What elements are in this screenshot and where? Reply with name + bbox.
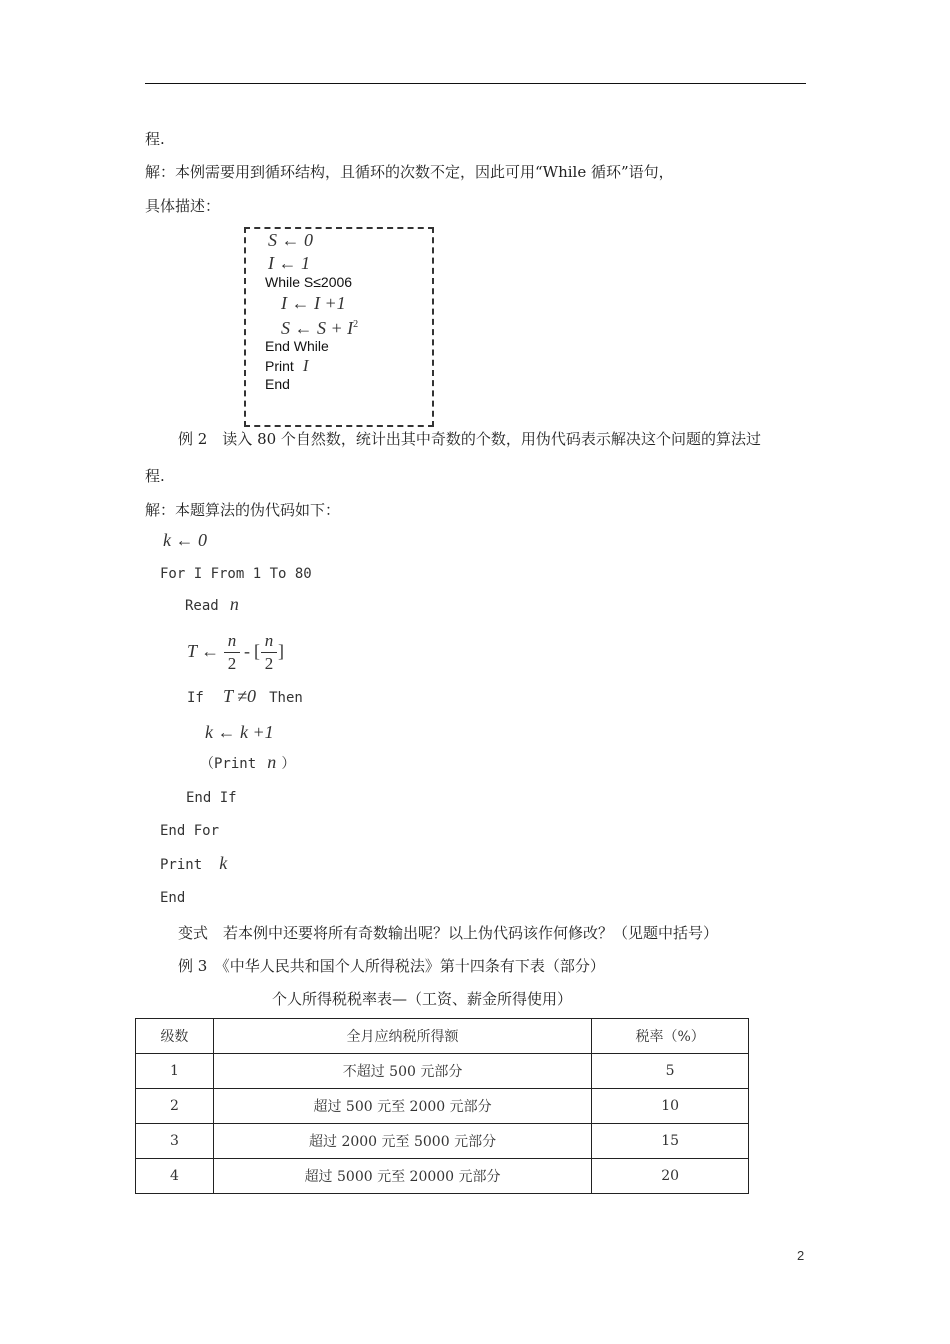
- example-heading: 例 2 读入 80 个自然数，统计出其中奇数的个数，用伪代码表示解决这个问题的算法过: [178, 430, 761, 448]
- table-header-row: [136, 1019, 749, 1054]
- table-cell: 5: [592, 1054, 749, 1089]
- keyword: Print: [265, 358, 294, 374]
- code-line: k ← 0: [163, 530, 207, 550]
- code-expression: T ←: [187, 641, 220, 661]
- header-rule: [145, 83, 806, 84]
- code-line: End If: [186, 790, 237, 806]
- code-line: I ← I +1: [281, 293, 346, 313]
- code-line: End For: [160, 823, 220, 839]
- code-line: End: [265, 376, 290, 392]
- code-line: S ← 0: [268, 230, 313, 250]
- paren: ）: [281, 756, 296, 772]
- operator: -: [244, 641, 250, 661]
- code-line: [187, 686, 303, 707]
- table-cell: 2: [136, 1089, 214, 1124]
- table-cell: 15: [592, 1124, 749, 1159]
- variant-text: 变式 若本例中还要将所有奇数输出呢？以上伪代码该作何修改？（见题中括号）: [178, 924, 719, 942]
- code-expression: S ← S + I: [281, 318, 354, 338]
- table-row: [136, 1159, 749, 1194]
- keyword: Then: [269, 690, 303, 706]
- table-cell: 3: [136, 1124, 214, 1159]
- code-line: [185, 594, 239, 615]
- denominator: 2: [227, 654, 237, 673]
- fraction: [261, 632, 277, 673]
- table-header-cell: 级数: [136, 1019, 214, 1054]
- code-line: I ← 1: [268, 253, 310, 273]
- table-row: [136, 1089, 749, 1124]
- page-number: 2: [797, 1248, 805, 1263]
- variable: n: [229, 594, 239, 614]
- numerator: n: [227, 631, 237, 650]
- table-cell: 20: [592, 1159, 749, 1194]
- code-line: While S≤2006: [265, 274, 353, 290]
- bracket: [: [254, 641, 260, 661]
- tax-rate-table: [135, 1018, 749, 1194]
- condition: T ≠0: [222, 686, 257, 706]
- table-cell: 不超过 500 元部分: [213, 1054, 591, 1089]
- table-caption: 个人所得税税率表—（工资、薪金所得使用）: [272, 990, 573, 1008]
- text-line: 解：本例需要用到循环结构，且循环的次数不定，因此可用“While 循环”语句，: [145, 163, 674, 181]
- keyword: Read: [185, 598, 219, 614]
- text-line: 程.: [145, 467, 165, 485]
- table-cell: 1: [136, 1054, 214, 1089]
- variable: I: [302, 356, 309, 375]
- code-line: k ← k +1: [205, 722, 274, 742]
- table-row: [136, 1124, 749, 1159]
- table-header-cell: 税率（%）: [592, 1019, 749, 1054]
- table-cell: 超过 5000 元至 20000 元部分: [213, 1159, 591, 1194]
- code-line: [160, 853, 227, 874]
- code-line: [265, 356, 309, 376]
- example-heading: 例 3 《中华人民共和国个人所得税法》第十四条有下表（部分）: [178, 957, 605, 975]
- table-cell: 超过 500 元至 2000 元部分: [213, 1089, 591, 1124]
- table-cell: 4: [136, 1159, 214, 1194]
- text-line: 解：本题算法的伪代码如下：: [145, 501, 341, 519]
- table-row: [136, 1054, 749, 1089]
- bracket: ]: [278, 641, 284, 661]
- code-line: For I From 1 To 80: [160, 566, 312, 582]
- keyword: If: [187, 690, 204, 706]
- table-cell: 超过 2000 元至 5000 元部分: [213, 1124, 591, 1159]
- denominator: 2: [264, 654, 274, 673]
- table-cell: 10: [592, 1089, 749, 1124]
- code-line: End: [160, 890, 186, 906]
- superscript: 2: [353, 319, 359, 330]
- code-line: [281, 318, 358, 339]
- keyword: Print: [160, 857, 203, 873]
- fraction: [224, 632, 240, 673]
- text-line: 程.: [145, 130, 165, 148]
- variable: n: [267, 752, 277, 772]
- variable: k: [219, 853, 228, 873]
- keyword: （Print: [200, 756, 257, 772]
- code-line: [200, 752, 295, 773]
- code-line: End While: [265, 338, 329, 354]
- table-header-cell: 全月应纳税所得额: [213, 1019, 591, 1054]
- text-line: 具体描述：: [145, 197, 221, 215]
- numerator: n: [264, 631, 274, 650]
